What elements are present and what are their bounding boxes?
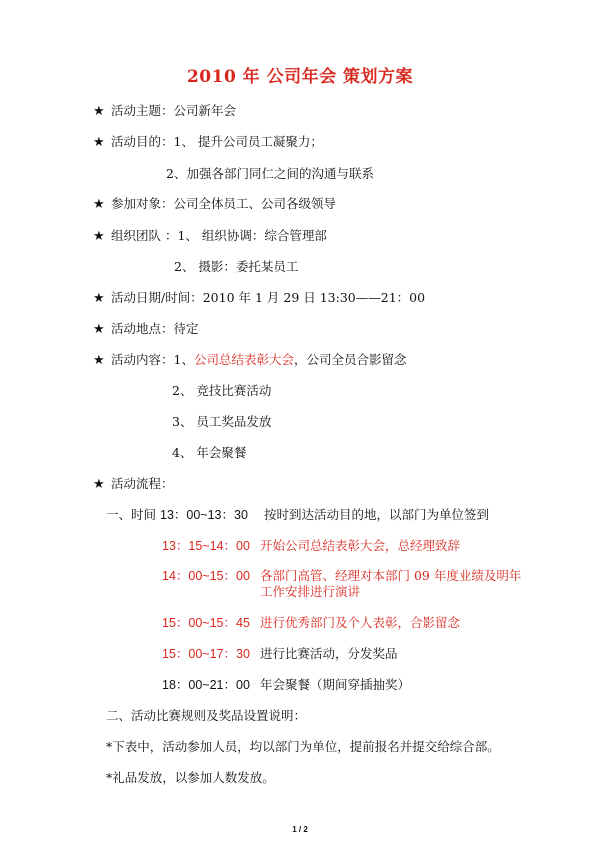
purpose-line — [93, 134, 323, 151]
rules-note-1: *下表中，活动参加人员，均以部门为单位，提前报名并提交给综合部。 — [106, 739, 500, 754]
star-bullet-icon: ★ — [93, 229, 105, 244]
page-number: 1 / 2 — [292, 825, 308, 834]
team-item-2: 2、 摄影：委托某员工 — [174, 259, 299, 274]
star-bullet-icon: ★ — [93, 322, 105, 337]
flow-row-4 — [162, 615, 460, 631]
rules-note-2: *礼品发放，以参加人数发放。 — [106, 770, 275, 785]
flow-row-1-time: 13：00~13：30 — [160, 508, 248, 522]
flow-row-3-time: 14：00~15：00 — [162, 569, 250, 583]
star-bullet-icon: ★ — [93, 477, 105, 492]
document-title: 2010 年 公司年会 策划方案 — [186, 67, 414, 87]
star-bullet-icon: ★ — [93, 197, 105, 212]
star-bullet-icon: ★ — [93, 353, 105, 368]
location-text: 活动地点：待定 — [111, 321, 199, 336]
datetime-line — [93, 290, 425, 307]
flow-row-2-desc: 开始公司总结表彰大会，总经理致辞 — [260, 538, 461, 553]
flow-row-6-desc: 年会聚餐（期间穿插抽奖） — [260, 677, 411, 692]
flow-row-1-desc: 按时到达活动目的地，以部门为单位签到 — [263, 507, 489, 522]
location-line — [93, 321, 199, 338]
flow-row-2-time: 13：15~14：00 — [162, 539, 250, 553]
participants-text: 参加对象：公司全体员工、公司各级领导 — [111, 196, 337, 211]
team-line — [93, 228, 327, 245]
flow-row-5-time: 15：00~17：30 — [162, 647, 250, 661]
flow-row-3 — [162, 568, 521, 584]
datetime-text: 活动日期/时间：2010 年 1 月 29 日 13:30——21：00 — [111, 290, 426, 305]
theme-text: 活动主题：公司新年会 — [111, 103, 237, 118]
team-text: 组织团队 ：1、 组织协调：综合管理部 — [111, 228, 327, 243]
flow-row-5-desc: 进行比赛活动，分发奖品 — [260, 646, 398, 661]
theme-line — [93, 103, 236, 120]
flow-row-2 — [162, 538, 460, 554]
content-item-4: 4、 年会聚餐 — [172, 445, 247, 460]
flow-row-1 — [106, 507, 489, 523]
flow-row-5 — [162, 646, 398, 662]
content-item-1-highlight: 公司总结表彰大会 — [193, 352, 294, 367]
star-bullet-icon: ★ — [93, 135, 105, 150]
flow-row-3-desc: 各部门高管、经理对本部门 09 年度业绩及明年 — [260, 568, 522, 583]
flow-line — [93, 476, 174, 493]
flow-row-6 — [162, 677, 410, 693]
flow-row-4-desc: 进行优秀部门及个人表彰，合影留念 — [260, 615, 461, 630]
content-item-3: 3、 员工奖品发放 — [172, 414, 272, 429]
participants-line — [93, 196, 336, 213]
star-bullet-icon: ★ — [93, 104, 105, 119]
content-item-2: 2、 竞技比赛活动 — [172, 383, 272, 398]
flow-row-3-desc-cont: 工作安排进行演讲 — [260, 584, 361, 599]
flow-section-prefix: 一、时间 — [106, 507, 157, 522]
content-item-1-rest: ，公司全员合影留念 — [293, 352, 407, 367]
content-line — [93, 352, 407, 369]
flow-row-4-time: 15：00~15：45 — [162, 616, 250, 630]
flow-row-6-time: 18：00~21：00 — [162, 678, 250, 692]
star-bullet-icon: ★ — [93, 291, 105, 306]
flow-label: 活动流程： — [111, 476, 174, 491]
content-label: 活动内容：1、 — [111, 352, 194, 367]
rules-heading: 二、活动比赛规则及奖品设置说明： — [106, 708, 307, 723]
purpose-item-2: 2、加强各部门同仁之间的沟通与联系 — [166, 166, 374, 181]
purpose-text: 活动目的：1、 提升公司员工凝聚力； — [111, 134, 323, 149]
